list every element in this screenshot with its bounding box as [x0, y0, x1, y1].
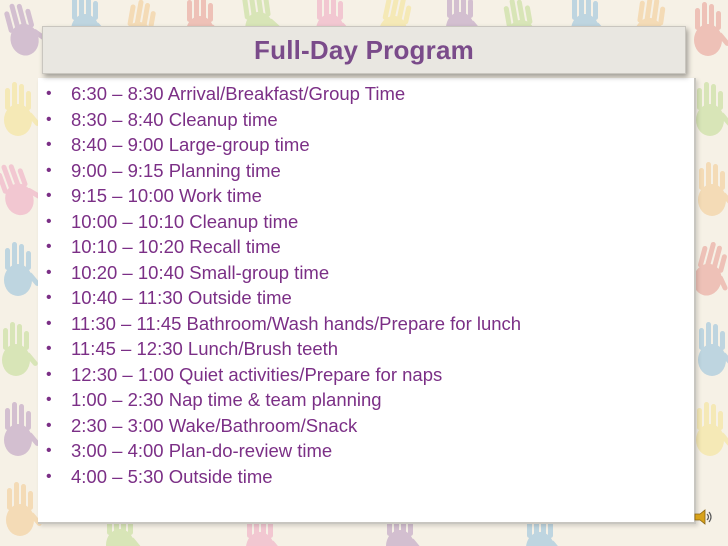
list-item — [42, 158, 521, 184]
list-item — [42, 362, 521, 388]
list-item — [42, 183, 521, 209]
list-item-text: 10:10 – 10:20 Recall time — [71, 236, 281, 257]
bullet-icon: • — [46, 365, 52, 383]
list-item — [42, 336, 521, 362]
title-bar — [42, 26, 686, 74]
bullet-icon: • — [46, 314, 52, 332]
list-item — [42, 132, 521, 158]
bullet-icon: • — [46, 85, 52, 102]
bullet-icon: • — [46, 263, 52, 281]
page-title: Full-Day Program — [254, 34, 474, 65]
list-item-text: 12:30 – 1:00 Quiet activities/Prepare for naps — [71, 363, 443, 385]
bullet-icon: • — [46, 212, 52, 230]
list-item — [42, 285, 521, 311]
list-item — [42, 260, 521, 286]
list-item-text: 3:00 – 4:00 Plan-do-review time — [71, 440, 333, 461]
bullet-icon: • — [46, 161, 52, 179]
schedule-list — [42, 81, 521, 489]
list-item-text: 8:40 – 9:00 Large-group time — [71, 134, 310, 155]
list-item — [42, 438, 521, 464]
bullet-icon: • — [46, 391, 52, 408]
list-item — [42, 311, 521, 337]
bullet-icon: • — [46, 467, 52, 485]
list-item — [42, 387, 521, 413]
list-item-text: 11:45 – 12:30 Lunch/Brush teeth — [71, 338, 339, 359]
speaker-icon[interactable] — [692, 506, 714, 528]
list-item-text: 8:30 – 8:40 Cleanup time — [71, 108, 278, 130]
list-item — [42, 209, 521, 235]
list-item — [42, 464, 521, 490]
bullet-icon: • — [46, 416, 52, 434]
bullet-icon: • — [46, 238, 52, 255]
bullet-icon: • — [46, 289, 52, 306]
bullet-icon: • — [46, 442, 52, 459]
list-item — [42, 81, 521, 107]
list-item-text: 2:30 – 3:00 Wake/Bathroom/Snack — [71, 414, 358, 436]
list-item-text: 4:00 – 5:30 Outside time — [71, 465, 273, 487]
list-item-text: 9:15 – 10:00 Work time — [71, 185, 262, 206]
bullet-icon: • — [46, 136, 52, 153]
list-item — [42, 413, 521, 439]
list-item-text: 9:00 – 9:15 Planning time — [71, 159, 281, 181]
list-item-text: 10:20 – 10:40 Small-group time — [71, 261, 330, 283]
bullet-icon: • — [46, 340, 52, 357]
bullet-icon: • — [46, 187, 52, 204]
list-item-text: 1:00 – 2:30 Nap time & team planning — [71, 389, 382, 410]
list-item-text: 6:30 – 8:30 Arrival/Breakfast/Group Time — [71, 83, 406, 104]
list-item — [42, 107, 521, 133]
list-item-text: 10:40 – 11:30 Outside time — [71, 287, 292, 308]
list-item-text: 10:00 – 10:10 Cleanup time — [71, 210, 299, 232]
list-item-text: 11:30 – 11:45 Bathroom/Wash hands/Prepare for lunch — [71, 312, 522, 334]
list-item — [42, 234, 521, 260]
bullet-icon: • — [46, 110, 52, 128]
